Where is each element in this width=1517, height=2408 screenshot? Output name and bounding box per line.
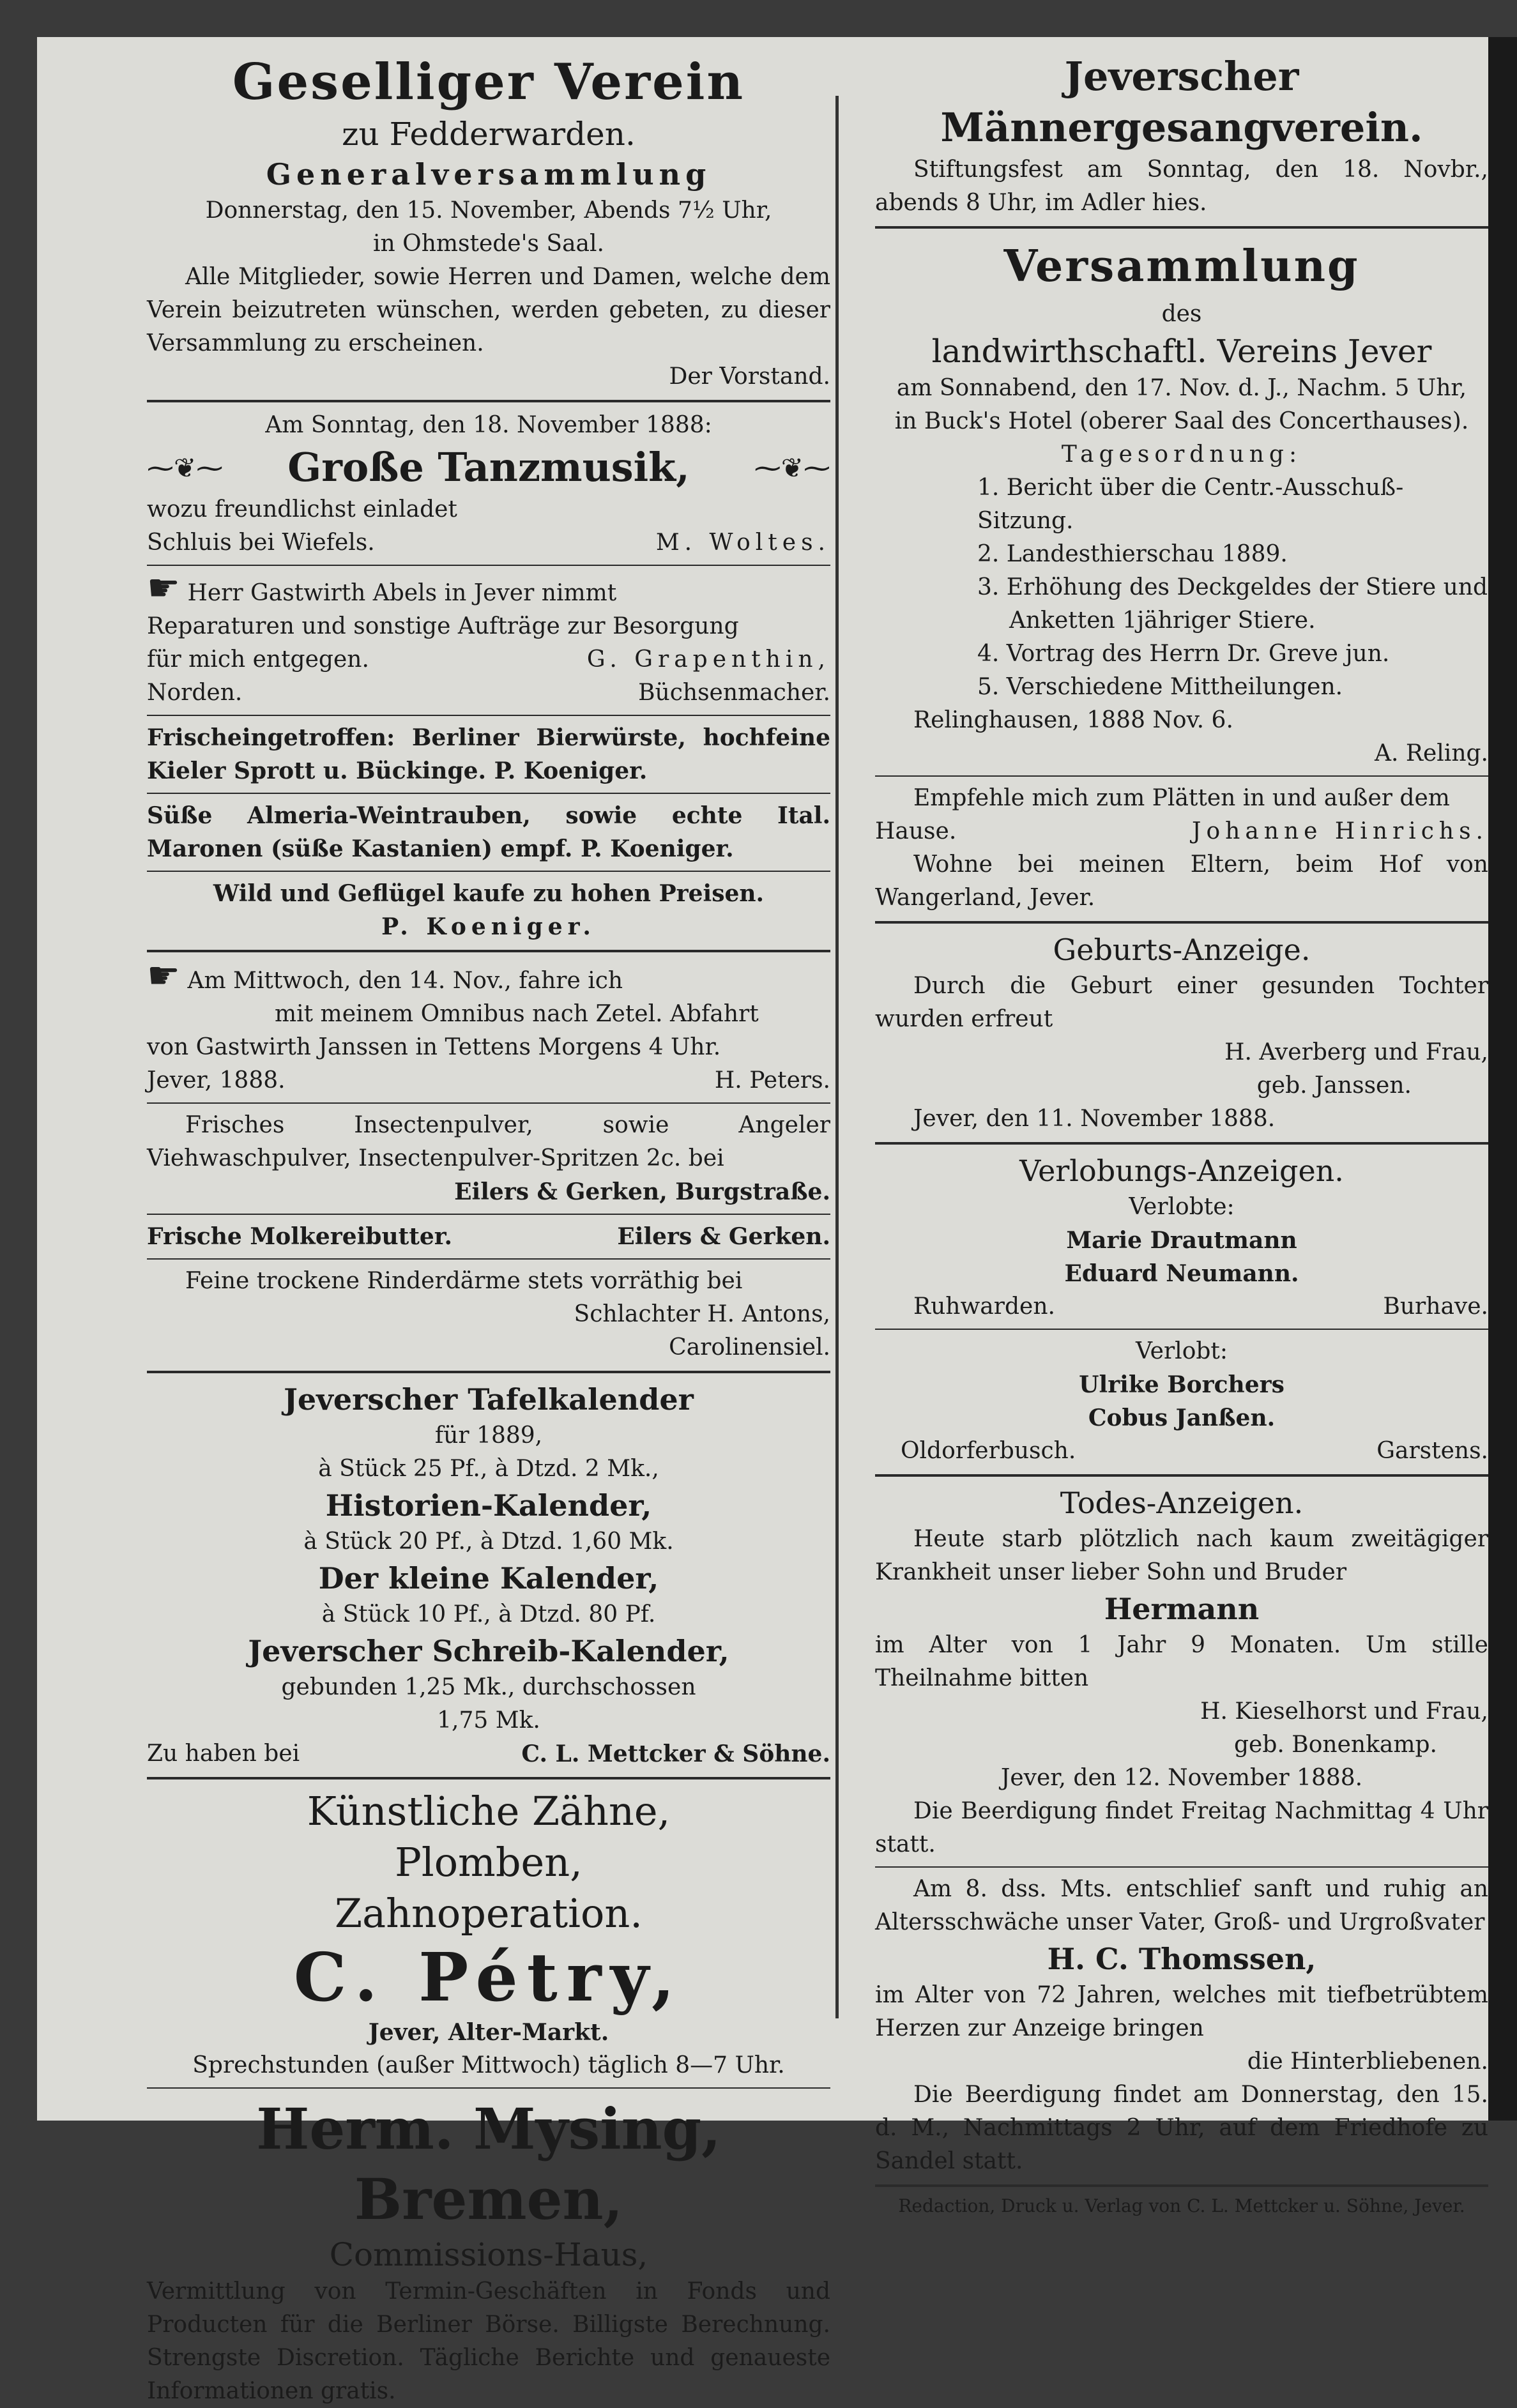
ad-line: Zu haben bei [147, 1741, 300, 1767]
ad-geburt [875, 930, 1488, 1136]
ad-title: Geselliger Verein [232, 53, 745, 111]
ad-date: Jever, den 12. November 1888. [1000, 1765, 1363, 1791]
ad-line: in Buck's Hotel (oberer Saal des Concerthauses). [894, 408, 1469, 434]
divider [147, 793, 830, 794]
ad-name: Hermann [1104, 1592, 1260, 1626]
left-column [147, 51, 830, 2408]
divider [875, 921, 1488, 924]
ad-body: Stiftungsfest am Sonntag, den 18. Novbr., abends 8 Uhr, im Adler hies. [875, 156, 1488, 216]
ad-geselliger-verein [147, 51, 830, 393]
divider [147, 565, 830, 566]
ad-versammlung [875, 235, 1488, 770]
divider [147, 400, 830, 402]
ad-body: im Alter von 1 Jahr 9 Monaten. Um stille Theilnahme bitten [875, 1632, 1488, 1691]
ad-petry [147, 1786, 830, 2082]
ad-signature: H. Averberg und Frau, [1224, 1039, 1488, 1065]
ad-body: Die Beerdigung findet am Donnerstag, den 15. d. M., Nachmittags 2 Uhr, auf dem Friedhofe zu Sandel statt. [875, 2082, 1488, 2174]
divider [875, 1329, 1488, 1330]
ad-verlobung [875, 1151, 1488, 1468]
ad-place: Jever, 1888. [147, 1067, 286, 1094]
ad-title: Todes-Anzeigen. [1060, 1486, 1304, 1520]
ad-heading: Jeverscher Tafelkalender [284, 1382, 694, 1417]
ad-title: Jeverscher [1064, 53, 1299, 100]
ad-place: Carolinensiel. [669, 1334, 830, 1360]
ad-body: Alle Mitglieder, sowie Herren und Damen, welche dem Verein beizutreten wünschen, werden gebeten, zu dieser Versammlung zu erscheinen. [147, 264, 830, 356]
ad-signature: P. Koeniger. [381, 913, 596, 940]
ad-body: Wild und Geflügel kaufe zu hohen Preisen. [213, 880, 765, 907]
ad-date: Donnerstag, den 15. November, Abends 7½ Uhr, [205, 197, 772, 224]
ad-name: Eduard Neumann. [1064, 1260, 1299, 1287]
ad-place: Oldorferbusch. [901, 1438, 1076, 1464]
ad-price: à Stück 10 Pf., à Dtzd. 80 Pf. [321, 1601, 656, 1627]
ad-mysing [147, 2094, 830, 2408]
ad-line: Reparaturen und sonstige Aufträge zur Besorgung [147, 613, 739, 639]
ad-hinrichs [875, 782, 1488, 915]
ad-heading: Zahnoperation. [335, 1890, 643, 1937]
ad-place: Schluis bei Wiefels. [147, 530, 375, 556]
ad-title: Männergesangverein. [940, 104, 1423, 151]
ornament-left-icon: ⁓❦⁓ [147, 452, 224, 484]
ad-signature: Eilers & Gerken. [617, 1223, 830, 1250]
pointing-hand-icon: ☛ [147, 566, 180, 609]
ad-koeniger-wild [147, 877, 830, 943]
ad-line: Am Mittwoch, den 14. Nov., fahre ich [187, 968, 623, 994]
ad-signature: Schlachter H. Antons, [574, 1301, 830, 1327]
ad-price: 1,75 Mk. [437, 1707, 540, 1734]
ad-date: Relinghausen, 1888 Nov. 6. [913, 707, 1233, 733]
ad-date: Am Sonntag, den 18. November 1888: [265, 412, 712, 438]
ad-tanzmusik [147, 409, 830, 560]
ad-thomssen [875, 1873, 1488, 2178]
ad-signature-title: Büchsenmacher. [638, 680, 830, 706]
ad-heading: landwirthschaftl. Vereins Jever [931, 333, 1432, 370]
ad-heading: Historien-Kalender, [325, 1488, 652, 1523]
ad-kalender [147, 1380, 830, 1771]
ad-heading: Der kleine Kalender, [318, 1561, 659, 1596]
divider [875, 226, 1488, 229]
ad-maennergesangverein [875, 51, 1488, 220]
agenda-item: 1. Bericht über die Centr.-Ausschuß-Sitzung. [977, 475, 1404, 534]
divider [875, 1474, 1488, 1477]
ad-line: für mich entgegen. [147, 646, 369, 673]
divider [875, 2184, 1488, 2187]
ad-body: Am 8. dss. Mts. entschlief sanft und ruhig an Altersschwäche unser Vater, Groß- und Urgroßvater [875, 1876, 1488, 1935]
pointing-hand-icon: ☛ [147, 954, 180, 997]
ad-line: Empfehle mich zum Plätten in und außer dem [913, 785, 1450, 811]
ad-agenda-heading: Tagesordnung: [1061, 441, 1302, 468]
divider [147, 950, 830, 952]
ad-name: Ulrike Borchers [1079, 1371, 1284, 1398]
divider [147, 715, 830, 716]
divider [875, 775, 1488, 777]
ad-place: Garstens. [1376, 1438, 1488, 1464]
ad-heading: Künstliche Zähne, [307, 1788, 671, 1834]
right-column [875, 51, 1488, 2219]
divider [147, 1214, 830, 1215]
divider [875, 1866, 1488, 1868]
divider [147, 1777, 830, 1779]
ad-title: Geburts-Anzeige. [1053, 933, 1311, 967]
ad-location: in Ohmstede's Saal. [373, 231, 604, 257]
ad-line: für 1889, [434, 1422, 543, 1449]
agenda-item: 4. Vortrag des Herrn Dr. Greve jun. [977, 641, 1390, 667]
ad-insectenpulver [147, 1109, 830, 1208]
ad-signature: H. Peters. [714, 1067, 830, 1094]
ad-place: Norden. [147, 680, 243, 706]
page-edge [1488, 37, 1517, 2121]
agenda-item: 2. Landesthierschau 1889. [977, 541, 1288, 567]
ad-body: Die Beerdigung findet Freitag Nachmittag 4 Uhr statt. [875, 1798, 1488, 1857]
ad-line: Wohne bei meinen Eltern, beim Hof von Wangerland, Jever. [875, 851, 1488, 911]
ad-body: Heute starb plötzlich nach kaum zweitägiger Krankheit unser lieber Sohn und Bruder [875, 1526, 1488, 1585]
divider [147, 2087, 830, 2089]
ad-body: wozu freundlichst einladet [147, 496, 457, 522]
ad-price: à Stück 20 Pf., à Dtzd. 1,60 Mk. [303, 1528, 674, 1555]
ad-abels [147, 566, 830, 710]
ad-rinderdaerme [147, 1265, 830, 1364]
ad-koeniger-wurst: Frischeingetroffen: Berliner Bierwürste, hochfeine Kieler Sprott u. Bückinge. P. Koeniger. [147, 724, 830, 784]
ad-line: des [1161, 301, 1202, 327]
ad-heading: Jeverscher Schreib-Kalender, [248, 1634, 729, 1668]
ad-koeniger-trauben: Süße Almeria-Weintrauben, sowie echte Ital. Maronen (süße Kastanien) empf. P. Koeniger. [147, 802, 830, 862]
ad-body: Frische Molkereibutter. [147, 1223, 453, 1250]
ad-place: Burhave. [1383, 1293, 1488, 1320]
ad-omnibus [147, 954, 830, 1097]
ad-title: Verlobungs-Anzeigen. [1019, 1154, 1344, 1188]
ad-place: Ruhwarden. [913, 1293, 1055, 1320]
ad-subtitle: Commissions-Haus, [329, 2236, 648, 2273]
ad-signature: die Hinterbliebenen. [1247, 2048, 1488, 2075]
ad-signature: Johanne Hinrichs. [1192, 818, 1488, 844]
divider [147, 1102, 830, 1104]
agenda-item: Anketten 1jähriger Stiere. [1009, 607, 1316, 634]
ad-butter [147, 1220, 830, 1253]
divider [875, 1142, 1488, 1145]
ad-heading: Plomben, [395, 1839, 583, 1886]
ad-hours: Sprechstunden (außer Mittwoch) täglich 8—7 Uhr. [192, 2052, 785, 2078]
ad-subtitle: zu Fedderwarden. [342, 116, 636, 153]
ad-line: Hause. [875, 818, 957, 844]
ad-signature: Eilers & Gerken, Burgstraße. [454, 1178, 830, 1205]
ad-body: im Alter von 72 Jahren, welches mit tiefbetrübtem Herzen zur Anzeige bringen [875, 1982, 1488, 2041]
ad-title: Versammlung [1003, 241, 1360, 292]
ad-todes [875, 1483, 1488, 1861]
ad-body: Frisches Insectenpulver, sowie Angeler Viehwaschpulver, Insectenpulver-Spritzen 2c. bei [147, 1112, 830, 1171]
divider [147, 1371, 830, 1373]
ad-heading: Verlobt: [1135, 1338, 1228, 1364]
ad-heading: Verlobte: [1129, 1194, 1235, 1220]
ad-line: von Gastwirth Janssen in Tettens Morgens 4 Uhr. [147, 1034, 721, 1060]
ad-signature: C. L. Mettcker & Söhne. [521, 1741, 830, 1767]
ad-signature: geb. Bonenkamp. [1234, 1732, 1437, 1758]
ad-date: Jever, den 11. November 1888. [913, 1106, 1276, 1132]
ad-title: Große Tanzmusik, [287, 444, 690, 491]
divider [147, 871, 830, 872]
agenda-item: 5. Verschiedene Mittheilungen. [977, 674, 1343, 700]
ad-body: Vermittlung von Termin-Geschäften in Fonds und Producten für die Berliner Börse. Billigste Berechnung. Strengste Discretion. Tägliche Berichte und genaueste Informationen gratis. [147, 2278, 830, 2404]
imprint-footer: Redaction, Druck u. Verlag von C. L. Mettcker u. Söhne, Jever. [898, 2195, 1465, 2216]
ad-name: H. C. Thomssen, [1047, 1942, 1316, 1976]
ad-line: mit meinem Omnibus nach Zetel. Abfahrt [275, 1001, 759, 1027]
ad-title: Herm. Mysing, Bremen, [256, 2096, 721, 2232]
ad-body: Feine trockene Rinderdärme stets vorräthig bei [185, 1268, 743, 1294]
ad-line: Herr Gastwirth Abels in Jever nimmt [187, 580, 617, 606]
ad-name: Cobus Janßen. [1088, 1405, 1276, 1431]
column-divider [835, 96, 839, 2018]
ad-signature: Der Vorstand. [669, 363, 830, 390]
ad-line: am Sonnabend, den 17. Nov. d. J., Nachm. 5 Uhr, [896, 375, 1467, 401]
ad-place: Jever, Alter-Markt. [368, 2019, 609, 2046]
ad-signature: geb. Janssen. [1256, 1072, 1412, 1099]
ad-title: C. Pétry, [293, 1938, 684, 2016]
ad-signature: H. Kieselhorst und Frau, [1200, 1698, 1488, 1725]
ornament-right-icon: ⁓❦⁓ [754, 452, 830, 484]
ad-signature: G. Grapenthin, [586, 646, 830, 673]
ad-price: gebunden 1,25 Mk., durchschossen [281, 1674, 696, 1700]
ad-name: Marie Drautmann [1066, 1227, 1297, 1254]
ad-heading: Generalversammlung [266, 157, 712, 192]
ad-signature: A. Reling. [1375, 740, 1488, 766]
agenda-item: 3. Erhöhung des Deckgeldes der Stiere und [977, 574, 1488, 600]
ad-signature: M. Woltes. [655, 530, 830, 556]
ad-body: Durch die Geburt einer gesunden Tochter wurden erfreut [875, 973, 1488, 1032]
ad-price: à Stück 25 Pf., à Dtzd. 2 Mk., [318, 1456, 659, 1482]
divider [147, 1258, 830, 1260]
